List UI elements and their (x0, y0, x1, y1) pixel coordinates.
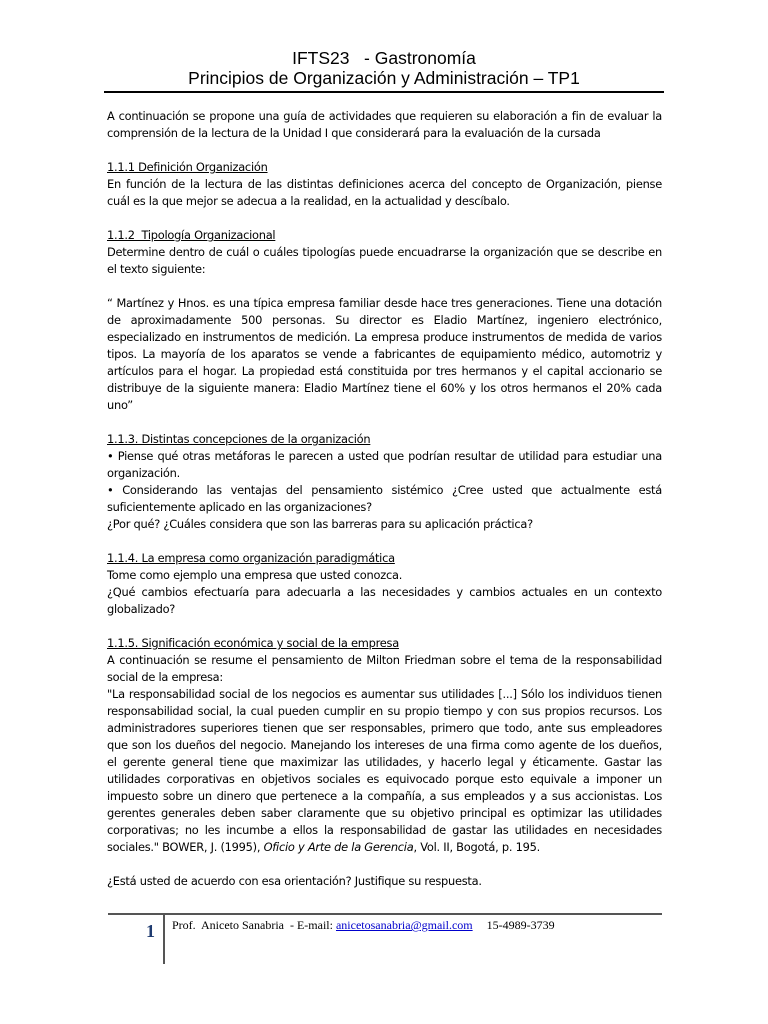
header-course-title: Principios de Organización y Administración – TP1 (188, 68, 580, 88)
section-5-question: ¿Está usted de acuerdo con esa orientación? Justifique su respuesta. (107, 874, 482, 888)
section-5-intro: A continuación se resume el pensamiento de Milton Friedman sobre el tema de la responsabilidad social de la empresa: (107, 653, 662, 684)
document-body (107, 108, 662, 890)
section-3-bullet-2: • Considerando las ventajas del pensamiento sistémico ¿Cree usted que actualmente está suficientemente aplicado en las organizaciones? (107, 483, 662, 514)
section-2-quote: “ Martínez y Hnos. es una típica empresa familiar desde hace tres generaciones. Tiene una dotación de aproximadamente 500 personas. Su director es Eladio Martínez, ingeniero electrónico, especializado en instrumentos de medición. La empresa produce instrumentos de medida de varios tipos. La mayoría de los aparatos se vende a fabricantes de equipamiento médico, automotriz y artículos para el hogar. La propiedad está constituida por tres hermanos y el capital accionario se distribuye de la siguiente manera: Eladio Martínez tiene el 60% y los otros hermanos el 20% cada uno” (107, 296, 662, 412)
section-2-body: Determine dentro de cuál o cuáles tipologías puede encuadrarse la organización que se describe en el texto siguiente: (107, 245, 662, 276)
citation-title: Oficio y Arte de la Gerencia (263, 840, 414, 854)
section-4-line-1: Tome como ejemplo una empresa que usted conozca. (107, 568, 403, 582)
email-link[interactable]: anicetosanabria@gmail.com (335, 918, 473, 932)
header-institution: IFTS23 - Gastronomía (292, 48, 476, 68)
section-4-line-2: ¿Qué cambios efectuaría para adecuarla a las necesidades y cambios actuales en un contexto globalizado? (107, 585, 662, 616)
footer-author: Prof. Aniceto Sanabria - E-mail: (172, 918, 336, 932)
header-divider (104, 91, 664, 93)
section-1-body: En función de la lectura de las distintas definiciones acerca del concepto de Organización, piense cuál es la que mejor se adecua a la realidad, en la actualidad y descíbalo. (107, 177, 662, 208)
section-2-title: 1.1.2 Tipología Organizacional (107, 228, 276, 242)
intro-paragraph: A continuación se propone una guía de actividades que requieren su elaboración a fin de evaluar la comprensión de la lectura de la Unidad I que considerará para la evaluación de la cursada (107, 109, 662, 140)
footer-phone: 15-4989-3739 (486, 918, 555, 932)
citation-details: , Vol. II, Bogotá, p. 195. (413, 840, 540, 854)
page-header (104, 48, 664, 88)
section-5-quote (107, 686, 662, 856)
page-number: 1 (146, 921, 155, 941)
section-4-title: 1.1.4. La empresa como organización paradigmática (107, 551, 395, 565)
footer-divider (108, 913, 662, 915)
friedman-quote: "La responsabilidad social de los negocios es aumentar sus utilidades [...] Sólo los individuos tienen responsabilidad social, la cual pueden cumplir en su propio tiempo y con sus propios recursos. Los administradores superiores tienen que ser responsables, primero que todo, ante sus empleadores que son los dueños del negocio. Manejando los intereses de una firma como agente de los dueños, el gerente general tiene que maximizar las utilidades, y hacerlo legal y éticamente. Gastar las utilidades corporativas en objetivos sociales es equivocado porque esto equivale a imponer un impuesto sobre un dinero que pertenece a la compañía, a sus empleados y a sus accionistas. Los gerentes generales deben saber claramente que su objetivo principal es optimizar las utilidades corporativas; no les incumbe a ellos la responsabilidad de gastar las utilidades en necesidades sociales." BOWER, J. (1995), (107, 687, 662, 854)
section-5-title: 1.1.5. Significación económica y social de la empresa (107, 636, 399, 650)
footer-contact (172, 918, 555, 933)
footer-vertical-divider (163, 914, 165, 964)
section-1-title: 1.1.1 Definición Organización (107, 160, 268, 174)
section-3-title: 1.1.3. Distintas concepciones de la organización (107, 432, 371, 446)
section-3-question: ¿Por qué? ¿Cuáles considera que son las barreras para su aplicación práctica? (107, 517, 533, 531)
section-3-bullet-1: • Piense qué otras metáforas le parecen a usted que podrían resultar de utilidad para estudiar una organización. (107, 449, 662, 480)
